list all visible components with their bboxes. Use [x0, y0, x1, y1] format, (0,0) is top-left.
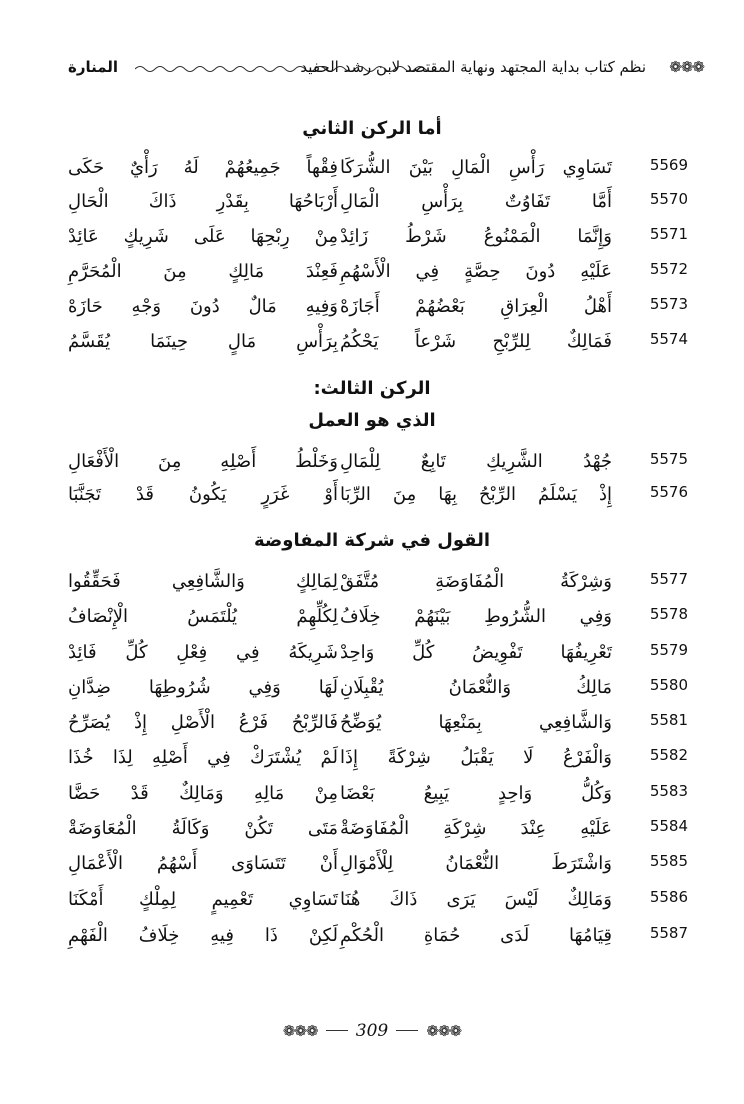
verse-number: 5578 [649, 605, 688, 623]
verse-row [40, 221, 704, 255]
verse-second-hemistich: أَنْ تَتَسَاوَى أَسْهُمُ الْأَعْمَالِ [68, 853, 338, 874]
verse-second-hemistich: بِرَأْسِ مَالٍ حِينَمَا يُقَسَّمُ [68, 331, 338, 352]
verse-second-hemistich: فَالرِّبْحُ فَرْعُ الْأَصْلِ إِذْ يُصَرِّحُ [68, 712, 338, 733]
verse-number: 5575 [649, 450, 688, 468]
verse-number: 5570 [649, 190, 688, 208]
verse-first-hemistich: تَعْرِيفُهَا تَفْوِيضُ كُلِّ وَاحِدْ [340, 642, 612, 663]
verse-row [40, 778, 704, 812]
verse-number: 5571 [649, 225, 688, 243]
verse-first-hemistich: إِذْ يَسْلَمُ الرِّبْحُ بِهَا مِنَ الرِّبَا [340, 484, 612, 505]
verse-row [40, 848, 704, 882]
verse-first-hemistich: وَشِرْكَةُ الْمُفَاوَضَةِ مُتَّفَقْ [340, 571, 612, 592]
verse-first-hemistich: وَالْفَرْعُ لَا يَقْبَلُ شِرْكَةً إِذَا [340, 747, 612, 768]
verse-second-hemistich: لِمَالِكٍ وَالشَّافِعِي فَحَقِّقُوا [68, 571, 338, 592]
verse-row [40, 707, 704, 741]
verse-row [40, 446, 704, 480]
verse-row [40, 601, 704, 635]
verse-second-hemistich: شَرِيكَهُ فِي فِعْلِ كُلِّ فَائِدْ [68, 642, 338, 663]
verse-row [40, 256, 704, 290]
header-section-name: المنارة [68, 58, 119, 76]
verse-row [40, 813, 704, 847]
verse-second-hemistich: فِقْهاً جَمِيعُهُمْ لَهُ رَأْيٌ حَكَى [68, 157, 338, 178]
verse-row [40, 920, 704, 954]
verse-number: 5583 [649, 782, 688, 800]
verse-first-hemistich: جُهْدُ الشَّرِيكِ تَابِعٌ لِلْمَالِ [340, 451, 612, 472]
verse-number: 5584 [649, 817, 688, 835]
page-number: 309 [355, 1020, 389, 1041]
verse-first-hemistich: تَسَاوِي رَأْسِ الْمَالِ بَيْنَ الشُّرَكَا [340, 157, 612, 178]
verse-row [40, 637, 704, 671]
verse-first-hemistich: وَإِنَّمَا الْمَمْنُوعُ شَرْطُ زَائِدْ [340, 226, 612, 247]
verse-second-hemistich: لَهَا وَفِي شُرُوطِهَا ضِدَّانِ [68, 677, 338, 698]
footer-flower-ornament-icon: ❁❁❁ [282, 1021, 318, 1040]
verse-number: 5582 [649, 746, 688, 764]
verse-first-hemistich: مَالِكُ وَالنُّعْمَانُ يُقْبِلَانِ [340, 677, 612, 698]
verse-second-hemistich: فَعِنْدَ مَالِكٍ مِنَ الْمُحَرَّمِ [68, 261, 338, 282]
verse-row [40, 326, 704, 360]
verse-second-hemistich: مِنْ رِبْحِهَا عَلَى شَرِيكٍ عَائِدْ [68, 226, 338, 247]
verse-first-hemistich: وَاشْتَرَطَ النُّعْمَانُ لِلْأَمْوَالِ [340, 853, 612, 874]
page-footer [0, 1020, 744, 1050]
header-flower-ornament-icon: ❁❁❁ [669, 58, 704, 76]
verse-first-hemistich: عَلَيْهِ عِنْدَ شِرْكَةِ الْمُفَاوَضَةْ [340, 818, 612, 839]
verse-first-hemistich: أَهْلُ الْعِرَاقِ بَعْضُهُمْ أَجَازَهْ [340, 296, 612, 317]
verse-row [40, 186, 704, 220]
verse-row [40, 291, 704, 325]
footer-flower-ornament-icon: ❁❁❁ [426, 1021, 462, 1040]
verse-first-hemistich: فَمَالِكٌ لِلرِّبْحِ شَرْعاً يَحْكُمُ [340, 331, 612, 352]
verse-second-hemistich: مَتَى تَكُنْ وَكَالَةُ الْمُعَاوَضَةْ [68, 818, 338, 839]
verse-row [40, 479, 704, 513]
verse-second-hemistich: لِكُلِّهِمْ يُلْتَمَسُ الْإِنْصَافُ [68, 606, 338, 627]
verse-first-hemistich: وَفِي الشُّرُوطِ بَيْنَهُمْ خِلَافُ [340, 606, 612, 627]
verse-number: 5576 [649, 483, 688, 501]
section-heading-third-pillar: الركن الثالث: [313, 378, 431, 399]
verse-number: 5581 [649, 711, 688, 729]
verse-first-hemistich: قِيَامُهَا لَدَى حُمَاةِ الْحُكْمِ [340, 925, 612, 946]
verse-first-hemistich: وَكُلُّ وَاحِدٍ يَبِيعُ بَعْضَا [340, 783, 612, 804]
verse-second-hemistich: لَمْ يُشْتَرَكْ فِي أَصْلِهِ لِذَا خُذَا [68, 747, 338, 768]
verse-number: 5585 [649, 852, 688, 870]
verse-number: 5569 [649, 156, 688, 174]
verse-number: 5573 [649, 295, 688, 313]
header-book-title: نظم كتاب بداية المجتهد ونهاية المقتصد لابن رشد الحفيد [300, 58, 646, 76]
section-heading-second-pillar: أما الركن الثاني [302, 118, 442, 139]
verse-number: 5580 [649, 676, 688, 694]
footer-rule [396, 1030, 418, 1031]
verse-number: 5577 [649, 570, 688, 588]
verse-number: 5574 [649, 330, 688, 348]
verse-second-hemistich: أَوْ غَرَرٍ يَكُونُ قَدْ تَجَنَّبَا [68, 484, 338, 505]
verse-number: 5572 [649, 260, 688, 278]
running-header [40, 58, 704, 88]
verse-number: 5579 [649, 641, 688, 659]
verse-first-hemistich: وَمَالِكٌ لَيْسَ يَرَى ذَاكَ هُنَا [340, 889, 612, 910]
footer-rule [326, 1030, 348, 1031]
verse-second-hemistich: تَسَاوِي تَعْمِيمٍ لِمِلْكٍ أَمْكَنَا [68, 889, 338, 910]
verse-first-hemistich: وَالشَّافِعِي بِمَنْعِهَا يُوَضِّحُ [340, 712, 612, 733]
section-subheading-work: الذي هو العمل [308, 410, 436, 431]
verse-row [40, 742, 704, 776]
verse-row [40, 884, 704, 918]
verse-row [40, 672, 704, 706]
verse-row [40, 152, 704, 186]
verse-first-hemistich: أَمَّا تَفَاوُتٌ بِرَأْسِ الْمَالِ [340, 191, 612, 212]
section-heading-mufawada: القول في شركة المفاوضة [253, 530, 491, 551]
verse-row [40, 566, 704, 600]
verse-second-hemistich: وَفِيهِ مَالٌ دُونَ وَجْهِ حَازَهْ [68, 296, 338, 317]
verse-second-hemistich: وَخَلْطُ أَصْلِهِ مِنَ الْأَفْعَالِ [68, 451, 338, 472]
verse-number: 5587 [649, 924, 688, 942]
verse-second-hemistich: لَكِنْ ذَا فِيهِ خِلَافُ الْفَهْمِ [68, 925, 338, 946]
verse-second-hemistich: مِنْ مَالِهِ وَمَالِكٌ قَدْ حَضَّا [68, 783, 338, 804]
verse-second-hemistich: أَرْبَاحُهَا بِقَدْرِ ذَاكَ الْحَالِ [68, 191, 338, 212]
verse-number: 5586 [649, 888, 688, 906]
verse-first-hemistich: عَلَيْهِ دُونَ حِصَّةٍ فِي الْأَسْهُمِ [340, 261, 612, 282]
